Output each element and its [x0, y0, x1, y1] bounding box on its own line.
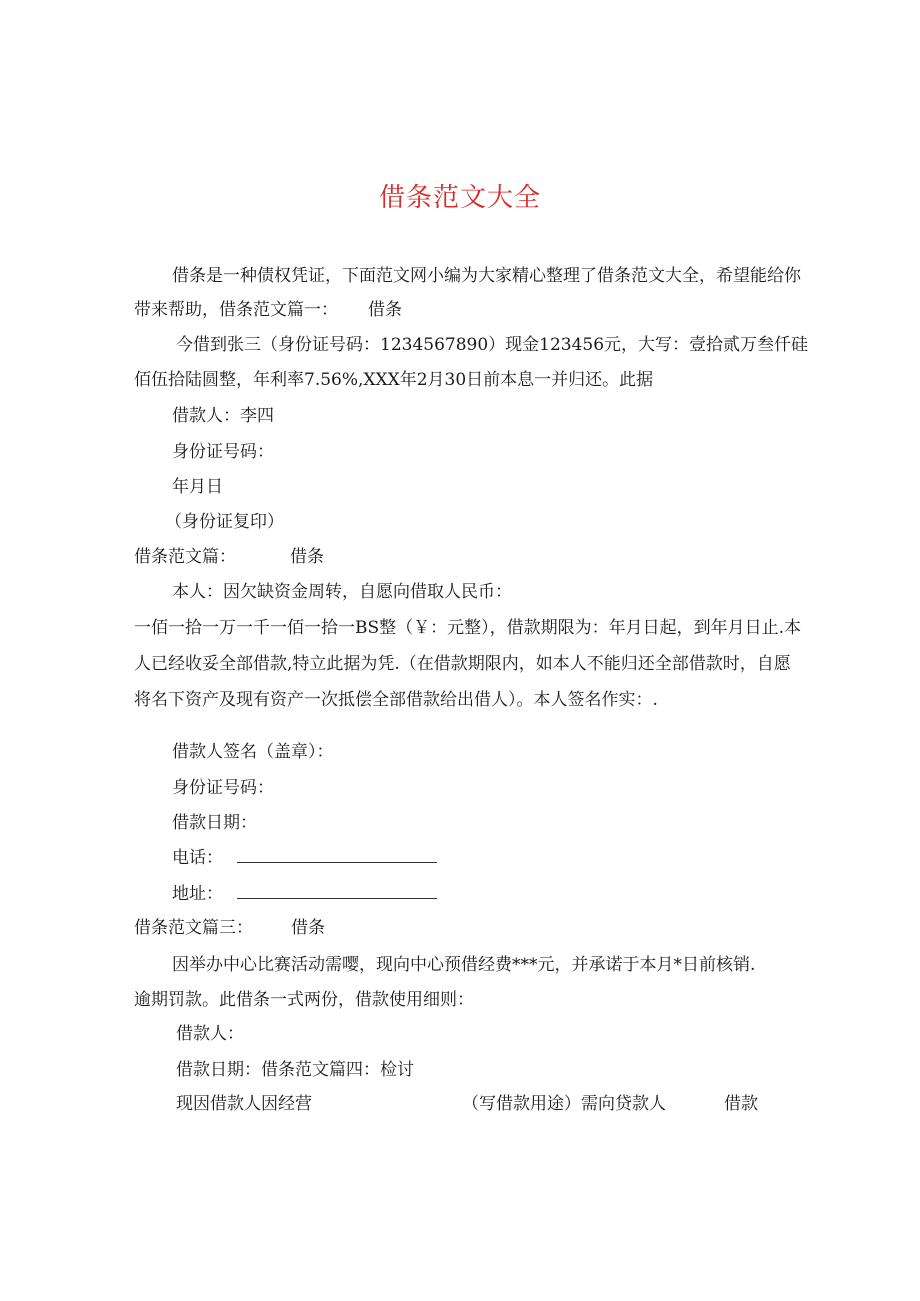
- paragraph-line: [134, 298, 402, 322]
- paragraph-text: （写借款用途）需向贷款人: [462, 1094, 666, 1114]
- paragraph-text: 带来帮助，借条范文篇一：: [134, 300, 338, 320]
- phone-field: [172, 846, 437, 870]
- section-heading: [134, 545, 324, 569]
- phone-label: 电话：: [172, 848, 223, 868]
- paragraph-text: 借款: [724, 1094, 758, 1114]
- paragraph-line: 人已经收妥全部借款,特立此据为凭.（在借款期限内，如本人不能归还全部借款时，自愿: [134, 654, 791, 674]
- borrower-label: 借款人：李四: [172, 406, 274, 426]
- loan-date-label: 借款日期：: [172, 813, 257, 833]
- id-copy-note: （身份证复印）: [165, 512, 284, 532]
- signature-label: 借款人签名（盖章）：: [172, 742, 334, 762]
- paragraph-line: 借条是一种债权凭证，下面范文网小编为大家精心整理了借条范文大全，希望能给你: [172, 266, 801, 286]
- paragraph-line: [176, 1092, 758, 1116]
- id-number-label: 身份证号码：: [172, 778, 274, 798]
- address-field: [172, 882, 437, 906]
- section-heading-title: 借条: [290, 547, 324, 567]
- paragraph-line: 佰伍拾陆圆整，年利率7.56%,XXX年2月30日前本息一并归还。此据: [134, 370, 654, 390]
- paragraph-line: 借款日期：借条范文篇四：检讨: [176, 1060, 414, 1080]
- paragraph-line: 将名下资产及现有资产一次抵偿全部借款给出借人）。本人签名作实：.: [134, 690, 658, 710]
- address-underline: [237, 883, 437, 899]
- heading-text: 借条: [368, 300, 402, 320]
- paragraph-line: 因举办中心比赛活动需嘤，现向中心预借经费***元，并承诺于本月*日前核销.: [172, 955, 756, 975]
- section-heading: [134, 916, 325, 940]
- paragraph-text: 现因借款人因经营: [176, 1094, 312, 1114]
- borrower-label: 借款人：: [176, 1024, 244, 1044]
- phone-underline: [237, 847, 437, 863]
- id-number-label: 身份证号码：: [172, 442, 274, 462]
- date-label: 年月日: [172, 477, 223, 497]
- address-label: 地址：: [172, 884, 223, 904]
- paragraph-line: 本人：因欠缺资金周转，自愿向借取人民币：: [172, 582, 512, 602]
- paragraph-line: 今借到张三（身份证号码：1234567890）现金123456元，大写：壹拾贰万叁仟硅: [176, 335, 809, 355]
- section-heading-title: 借条: [291, 918, 325, 938]
- section-heading-label: 借条范文篇：: [134, 547, 236, 567]
- document-title: 借条范文大全: [378, 183, 541, 213]
- paragraph-line: 逾期罚款。此借条一式两份，借款使用细则：: [134, 990, 474, 1010]
- section-heading-label: 借条范文篇三：: [134, 918, 253, 938]
- paragraph-line: 一佰一拾一万一千一佰一拾一BS整（￥：元整），借款期限为：年月日起，到年月日止.本: [134, 618, 802, 638]
